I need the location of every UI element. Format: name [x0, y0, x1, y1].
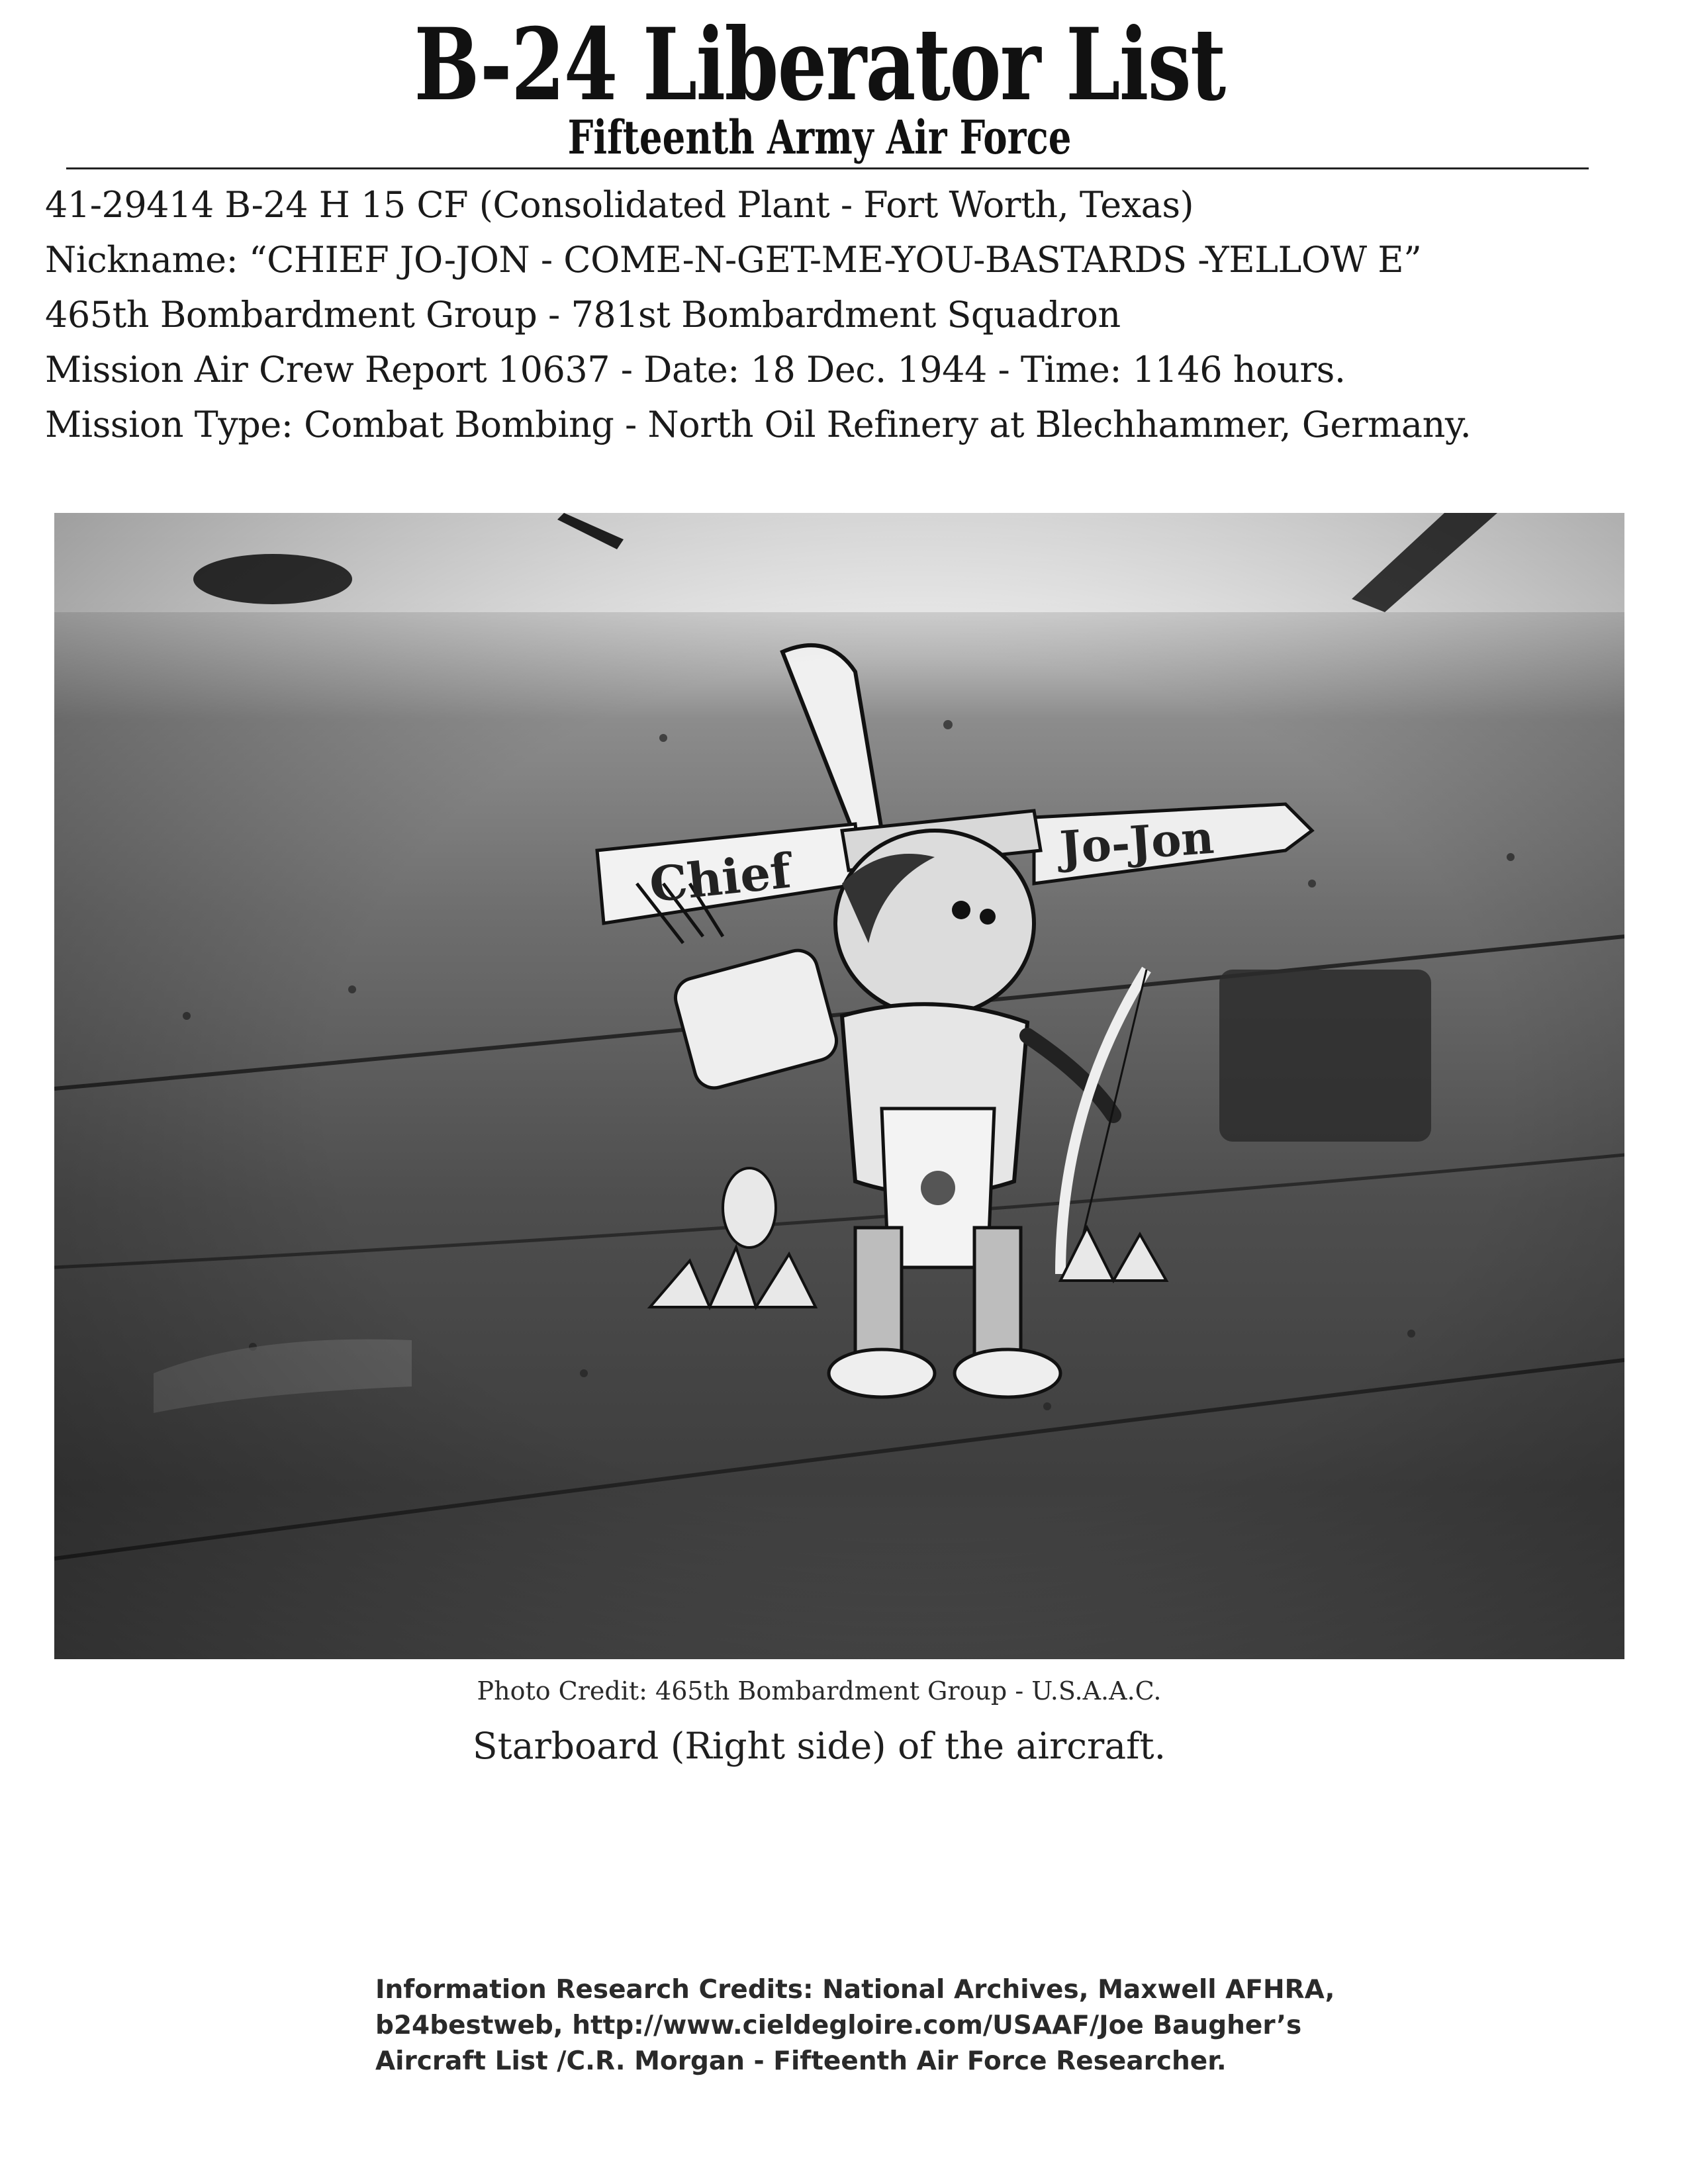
title-divider: [66, 167, 1589, 169]
serial-line: 41-29414 B-24 H 15 CF (Consolidated Plant - Fort Worth, Texas): [45, 184, 1194, 226]
mission-line: Mission Type: Combat Bombing - North Oil Refinery at Blechhammer, Germany.: [45, 404, 1472, 445]
macr-line: Mission Air Crew Report 10637 - Date: 18 Dec. 1944 - Time: 1146 hours.: [45, 349, 1346, 390]
research-credits: [375, 1972, 1567, 2079]
research-credit-line: Aircraft List /C.R. Morgan - Fifteenth Air Force Researcher.: [375, 2046, 1227, 2076]
page-title: B-24 Liberator List: [414, 7, 1225, 123]
aircraft-info: [45, 177, 1660, 452]
research-credit-line: Information Research Credits: National Archives, Maxwell AFHRA,: [375, 1975, 1335, 2005]
page-subtitle: Fifteenth Army Air Force: [567, 110, 1072, 165]
photo-credit: Photo Credit: 465th Bombardment Group - U.S.A.A.C.: [477, 1676, 1162, 1706]
photo-caption: Starboard (Right side) of the aircraft.: [472, 1725, 1166, 1767]
group-line: 465th Bombardment Group - 781st Bombardment Squadron: [45, 294, 1121, 336]
nose-art-photo: [54, 513, 1624, 1659]
nickname-line: Nickname: “CHIEF JO-JON - COME-N-GET-ME-YOU-BASTARDS -YELLOW E”: [45, 239, 1422, 281]
research-credit-line: b24bestweb, http://www.cieldegloire.com/USAAF/Joe Baugher’s: [375, 2011, 1302, 2040]
